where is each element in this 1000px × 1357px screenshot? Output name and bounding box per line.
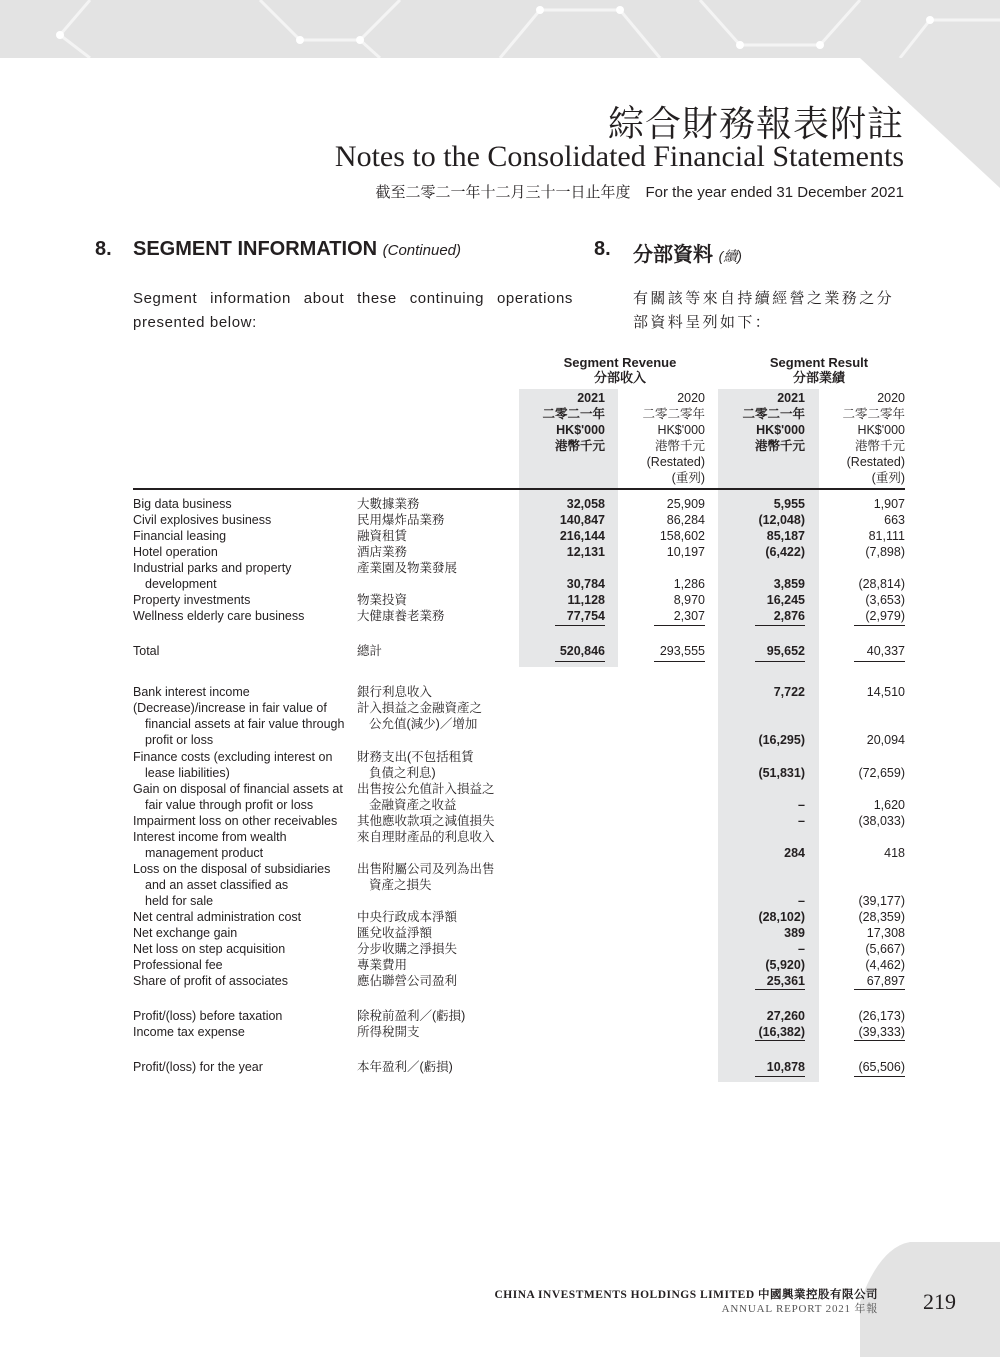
row-label-en-line: lease liabilities) — [145, 766, 230, 780]
row-label-zh — [357, 1059, 507, 1075]
col-header-rev-2020 — [605, 390, 705, 486]
row-label-en-line: Bank interest income — [133, 685, 250, 699]
footer-report: ANNUAL REPORT 2021 年報 — [721, 1303, 878, 1315]
total-rule — [755, 661, 805, 662]
row-label-en-line: financial assets at fair value through — [145, 717, 345, 731]
col-unit: HK$'000 — [756, 423, 805, 437]
row-label-en-line: profit or loss — [145, 733, 214, 747]
col-year: 2021 — [777, 391, 805, 405]
row-label-en-line: Interest income from wealth — [133, 830, 287, 844]
footer-company: CHINA INVESTMENTS HOLDINGS LIMITED 中國興業控股有限公司 — [494, 1289, 878, 1301]
col-year-zh: 二零二零年 — [842, 407, 905, 421]
table-cell: 8,970 — [673, 593, 705, 607]
table-cell: 85,187 — [766, 529, 805, 543]
row-label-zh-line: 融資租賃 — [357, 529, 408, 543]
row-label-en — [133, 684, 348, 700]
table-cell: (72,659) — [858, 766, 905, 780]
table-cell: 2,876 — [773, 609, 805, 623]
col-unit-zh: 港幣千元 — [754, 439, 805, 453]
table-cell: 14,510 — [866, 685, 905, 699]
row-label-en-line: Net central administration cost — [133, 910, 302, 924]
row-label-en-line: Finance costs (excluding interest on — [133, 750, 333, 764]
table-cell: 1,907 — [873, 497, 905, 511]
row-label-zh — [357, 684, 507, 700]
row-label-en-line: Net loss on step acquisition — [133, 942, 286, 956]
page-title-en: Notes to the Consolidated Financial Statements — [334, 140, 904, 173]
col-year: 2021 — [577, 391, 605, 405]
table-cell: 389 — [784, 926, 805, 940]
row-label-en-line: fair value through profit or loss — [145, 798, 314, 812]
row-label-zh-line: 出售附屬公司及列為出售 — [357, 862, 495, 876]
row-label-zh-line: 計入損益之金融資產之 — [357, 701, 483, 715]
section-continued-en: (Continued) — [382, 242, 462, 259]
col-restated-zh: (重列) — [671, 471, 705, 485]
row-label-zh — [357, 512, 507, 528]
group-header-result-zh: 分部業績 — [792, 370, 845, 385]
row-label-en-line: Industrial parks and property — [133, 561, 292, 575]
row-label-en — [133, 560, 348, 592]
row-label-en — [133, 643, 348, 659]
row-label-zh-line: 大健康養老業務 — [357, 609, 445, 623]
row-label-zh — [357, 700, 507, 732]
row-label-en-line: Profit/(loss) for the year — [133, 1060, 263, 1074]
group-header-revenue-en: Segment Revenue — [563, 355, 677, 370]
table-cell: 77,754 — [566, 609, 605, 623]
table-header-rule — [133, 488, 905, 490]
row-label-en-line: Profit/(loss) before taxation — [133, 1009, 283, 1023]
table-cell: (6,422) — [765, 545, 805, 559]
table-cell: 293,555 — [659, 644, 705, 658]
table-cell: 27,260 — [766, 1009, 805, 1023]
row-label-zh-line: 民用爆炸品業務 — [357, 513, 445, 527]
row-label-en — [133, 749, 348, 781]
subtotal-rule — [854, 1040, 905, 1041]
table-cell: 10,197 — [666, 545, 705, 559]
table-cell: 32,058 — [566, 497, 605, 511]
total-rule — [555, 661, 605, 662]
row-label-zh-line: 銀行利息收入 — [357, 685, 433, 699]
row-label-zh-line: 資產之損失 — [369, 878, 432, 892]
table-cell: 663 — [884, 513, 905, 527]
table-cell: (65,506) — [858, 1060, 905, 1074]
row-label-zh-line: 所得稅開支 — [357, 1025, 420, 1039]
table-cell: (16,382) — [758, 1025, 805, 1039]
row-label-zh-line: 出售按公允值計入損益之 — [357, 782, 495, 796]
row-label-en-line: Wellness elderly care business — [133, 609, 305, 623]
col-unit-zh: 港幣千元 — [654, 439, 705, 453]
group-header-result — [739, 355, 899, 385]
row-label-zh-line: 產業園及物業發展 — [357, 561, 458, 575]
row-label-en-line: Loss on the disposal of subsidiaries — [133, 862, 331, 876]
row-label-en-line: Financial leasing — [133, 529, 227, 543]
total-rule — [854, 1076, 905, 1077]
row-label-en-line: Gain on disposal of financial assets at — [133, 782, 343, 796]
total-rule — [755, 1076, 805, 1077]
row-label-en-line: Total — [133, 644, 160, 658]
col-header-res-2020 — [805, 390, 905, 486]
table-cell: 12,131 — [566, 545, 605, 559]
row-label-zh — [357, 973, 507, 989]
section-number-zh: 8. — [594, 238, 611, 260]
row-label-zh — [357, 496, 507, 512]
col-unit: HK$'000 — [857, 423, 905, 437]
intro-text-en: Segment information about these continuing operations presented below: — [133, 290, 573, 331]
row-label-zh — [357, 813, 507, 829]
row-label-zh-line: 酒店業務 — [357, 545, 408, 559]
table-cell: (5,667) — [865, 942, 905, 956]
row-label-en — [133, 781, 348, 813]
col-restated: (Restated) — [846, 455, 905, 469]
row-label-en-line: Share of profit of associates — [133, 974, 288, 988]
row-label-zh — [357, 829, 507, 845]
table-cell: 11,128 — [567, 593, 605, 607]
row-label-zh — [357, 560, 507, 576]
row-label-en — [133, 925, 348, 941]
table-cell: 25,361 — [766, 974, 805, 988]
row-label-zh-line: 中央行政成本淨額 — [357, 910, 458, 924]
row-label-zh — [357, 781, 507, 813]
row-label-zh — [357, 749, 507, 781]
row-label-en — [133, 592, 348, 608]
row-label-zh-line: 分步收購之淨損失 — [357, 942, 458, 956]
row-label-zh-line: 專業費用 — [357, 958, 408, 972]
table-cell: 67,897 — [866, 974, 905, 988]
table-cell: 284 — [784, 846, 805, 860]
col-restated: (Restated) — [646, 455, 705, 469]
row-label-zh — [357, 592, 507, 608]
table-cell: (38,033) — [858, 814, 905, 828]
table-cell: (2,979) — [865, 609, 905, 623]
row-label-en — [133, 941, 348, 957]
table-cell: 2,307 — [673, 609, 705, 623]
table-cell: 25,909 — [666, 497, 705, 511]
row-label-zh — [357, 544, 507, 560]
row-label-zh-line: 財務支出(不包括租賃 — [357, 750, 474, 764]
table-cell: (51,831) — [758, 766, 805, 780]
row-label-en-line: management product — [145, 846, 264, 860]
row-label-en — [133, 608, 348, 624]
section-title-en — [133, 238, 461, 261]
table-cell: 10,878 — [766, 1060, 805, 1074]
col-unit-zh: 港幣千元 — [554, 439, 605, 453]
row-label-en — [133, 829, 348, 861]
col-year: 2020 — [877, 391, 905, 405]
table-cell: 95,652 — [766, 644, 805, 658]
page-number: 219 — [923, 1289, 956, 1314]
subtotal-rule — [755, 1040, 805, 1041]
col-year-zh: 二零二一年 — [542, 407, 605, 421]
row-label-zh-line: 物業投資 — [357, 593, 408, 607]
table-cell: 158,602 — [659, 529, 705, 543]
col-unit: HK$'000 — [657, 423, 705, 437]
col-header-rev-2021 — [505, 390, 605, 454]
row-label-zh — [357, 608, 507, 624]
table-cell: 30,784 — [566, 577, 605, 591]
row-label-en-line: held for sale — [145, 894, 214, 908]
row-label-zh — [357, 957, 507, 973]
header-banner — [0, 0, 1000, 58]
row-label-en — [133, 861, 348, 909]
row-label-en-line: Civil explosives business — [133, 513, 272, 527]
subtotal-rule — [854, 989, 905, 990]
subtotal-rule — [854, 625, 905, 626]
row-label-en — [133, 1008, 348, 1024]
row-label-en-line: Impairment loss on other receivables — [133, 814, 338, 828]
col-restated-zh: (重列) — [871, 471, 905, 485]
row-label-en — [133, 1059, 348, 1075]
table-cell: 81,111 — [868, 529, 905, 543]
row-label-en-line: Property investments — [133, 593, 251, 607]
group-header-revenue — [540, 355, 700, 385]
row-label-zh-line: 其他應收款項之減值損失 — [357, 814, 495, 828]
section-number-en: 8. — [95, 238, 112, 260]
row-label-zh-line: 除稅前盈利／(虧損) — [357, 1009, 466, 1023]
row-label-zh-line: 來自理財產品的利息收入 — [357, 830, 495, 844]
table-cell: (28,102) — [758, 910, 805, 924]
col-year-zh: 二零二零年 — [642, 407, 705, 421]
table-cell: – — [798, 894, 805, 908]
row-label-en — [133, 909, 348, 925]
row-label-en-line: (Decrease)/increase in fair value of — [133, 701, 327, 715]
table-cell: 40,337 — [866, 644, 905, 658]
row-label-zh — [357, 925, 507, 941]
col-header-res-2021 — [705, 390, 805, 454]
section-title-en-text: SEGMENT INFORMATION — [133, 238, 378, 260]
col-year: 2020 — [677, 391, 705, 405]
row-label-en — [133, 813, 348, 829]
row-label-zh — [357, 1024, 507, 1040]
row-label-en-line: Professional fee — [133, 958, 223, 972]
table-cell: – — [798, 942, 805, 956]
row-label-zh-line: 總計 — [357, 644, 383, 658]
group-header-result-en: Segment Result — [769, 355, 869, 370]
row-label-en-line: Hotel operation — [133, 545, 218, 559]
intro-text-zh: 有關該等來自持續經營之業務之分部資料呈列如下： — [633, 290, 895, 331]
table-cell: 16,245 — [766, 593, 805, 607]
hexagon-pattern-icon — [0, 0, 1000, 58]
table-cell: 520,846 — [559, 644, 605, 658]
table-cell: (39,177) — [858, 894, 905, 908]
row-label-zh-line: 本年盈利／(虧損) — [357, 1060, 453, 1074]
row-label-zh — [357, 1008, 507, 1024]
col-unit-zh: 港幣千元 — [854, 439, 905, 453]
row-label-zh — [357, 643, 507, 659]
table-cell: 20,094 — [866, 733, 905, 747]
table-cell: 3,859 — [773, 577, 805, 591]
row-label-en — [133, 1024, 348, 1040]
total-rule — [854, 661, 905, 662]
group-header-revenue-zh: 分部收入 — [593, 370, 646, 385]
table-cell: 86,284 — [666, 513, 705, 527]
table-cell: (7,898) — [865, 545, 905, 559]
row-label-en — [133, 700, 348, 748]
subtotal-rule — [555, 625, 605, 626]
table-cell: 1,286 — [673, 577, 705, 591]
table-cell: 140,847 — [559, 513, 605, 527]
subtotal-rule — [755, 625, 805, 626]
subtotal-rule — [654, 625, 705, 626]
section-title-zh — [633, 238, 742, 267]
section-continued-zh: (續) — [718, 248, 742, 264]
row-label-zh-line: 負債之利息) — [369, 766, 436, 780]
row-label-en — [133, 544, 348, 560]
page-title-zh: 綜合財務報表附註 — [607, 104, 904, 145]
period-label: 截至二零二一年十二月三十一日止年度 For the year ended 31 December 2021 — [375, 184, 904, 201]
table-cell: (16,295) — [758, 733, 805, 747]
table-cell: 17,308 — [866, 926, 905, 940]
row-label-zh — [357, 861, 507, 893]
table-cell: (28,814) — [858, 577, 905, 591]
row-label-zh — [357, 528, 507, 544]
total-rule — [654, 661, 705, 662]
row-label-en — [133, 512, 348, 528]
row-label-zh — [357, 909, 507, 925]
col-year-zh: 二零二一年 — [742, 407, 805, 421]
row-label-en-line: Net exchange gain — [133, 926, 238, 940]
table-cell: – — [798, 814, 805, 828]
row-label-zh-line: 大數據業務 — [357, 497, 420, 511]
row-label-zh-line: 應佔聯營公司盈利 — [357, 974, 458, 988]
table-cell: (5,920) — [765, 958, 805, 972]
row-label-en-line: Income tax expense — [133, 1025, 245, 1039]
table-cell: 7,722 — [773, 685, 805, 699]
row-label-en — [133, 496, 348, 512]
row-label-en — [133, 957, 348, 973]
table-cell: (12,048) — [758, 513, 805, 527]
section-title-zh-text: 分部資料 — [633, 244, 713, 266]
table-cell: (39,333) — [858, 1025, 905, 1039]
subtotal-rule — [755, 989, 805, 990]
row-label-en-line: Big data business — [133, 497, 232, 511]
table-cell: (4,462) — [865, 958, 905, 972]
table-cell: 418 — [884, 846, 905, 860]
table-cell: – — [798, 798, 805, 812]
row-label-en-line: development — [145, 577, 217, 591]
row-label-zh-line: 公允值(減少)／增加 — [369, 717, 478, 731]
row-label-zh — [357, 941, 507, 957]
row-label-en-line: and an asset classified as — [145, 878, 289, 892]
row-label-zh-line: 匯兌收益淨額 — [357, 926, 433, 940]
table-cell: (3,653) — [865, 593, 905, 607]
table-cell: (26,173) — [858, 1009, 905, 1023]
row-label-zh-line: 金融資產之收益 — [369, 798, 457, 812]
table-cell: (28,359) — [858, 910, 905, 924]
row-label-en — [133, 973, 348, 989]
row-label-en — [133, 528, 348, 544]
col-unit: HK$'000 — [556, 423, 605, 437]
table-cell: 216,144 — [559, 529, 605, 543]
table-cell: 5,955 — [773, 497, 805, 511]
table-cell: 1,620 — [873, 798, 905, 812]
